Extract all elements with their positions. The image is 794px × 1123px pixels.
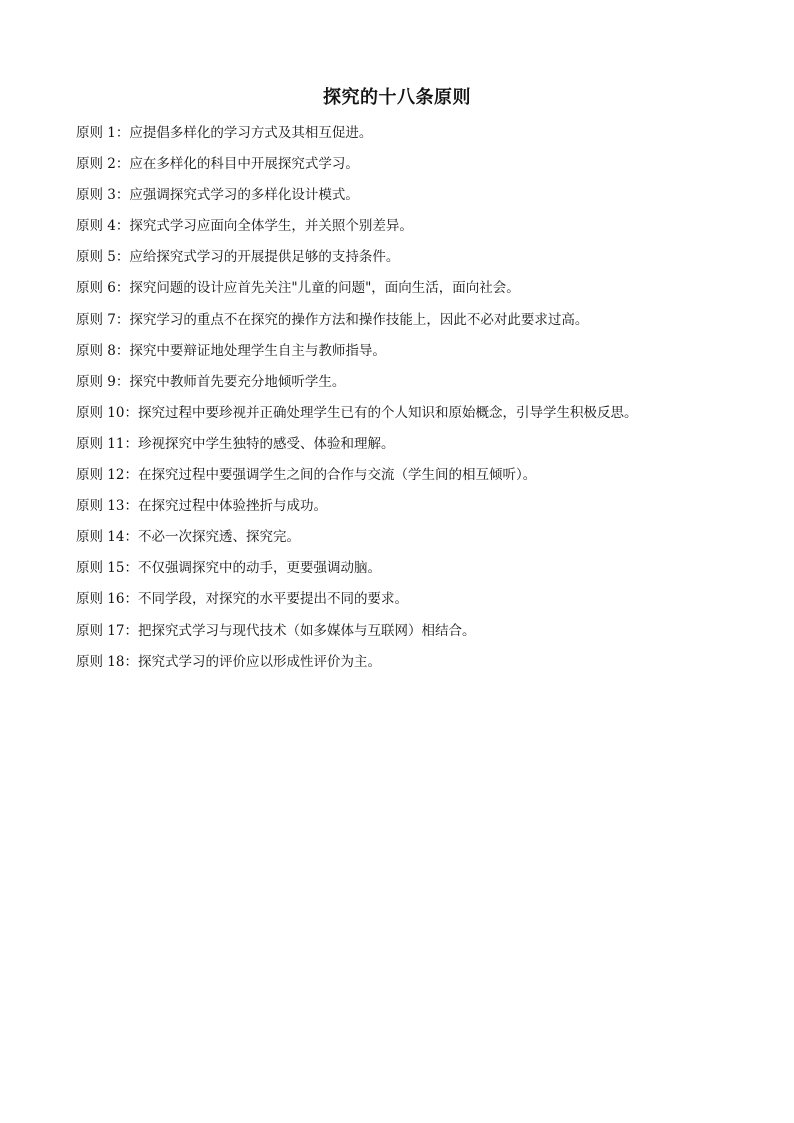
principle-text: 探究式学习的评价应以形成性评价为主。 — [137, 653, 381, 670]
principle-item-8 — [76, 340, 756, 371]
principle-label: 原则 10： — [76, 404, 138, 421]
principle-text: 探究中教师首先要充分地倾听学生。 — [129, 373, 346, 390]
principle-label: 原则 15： — [76, 560, 138, 577]
principle-label: 原则 9： — [76, 373, 130, 390]
principle-text: 探究学习的重点不在探究的操作方法和操作技能上，因此不必对此要求过高。 — [129, 311, 589, 328]
principle-label: 原则 8： — [76, 342, 130, 359]
principle-item-7 — [76, 309, 756, 340]
principle-item-18 — [76, 651, 756, 682]
principle-item-3 — [76, 184, 756, 215]
principle-text: 应强调探究式学习的多样化设计模式。 — [129, 187, 359, 204]
principle-label: 原则 16： — [76, 591, 138, 608]
principle-label: 原则 7： — [76, 311, 130, 328]
principle-item-16 — [76, 588, 756, 619]
principle-label: 原则 2： — [76, 156, 130, 173]
principle-text: 探究过程中要珍视并正确处理学生已有的个人知识和原始概念，引导学生积极反思。 — [137, 404, 638, 421]
principle-label: 原则 18： — [76, 653, 138, 670]
principle-label: 原则 5： — [76, 249, 130, 266]
principle-item-17 — [76, 620, 756, 651]
principle-text: 探究中要辩证地处理学生自主与教师指导。 — [129, 342, 386, 359]
principle-label: 原则 6： — [76, 280, 130, 297]
principle-text: 应给探究式学习的开展提供足够的支持条件。 — [129, 249, 400, 266]
principle-item-1 — [76, 122, 756, 153]
principle-text: 应在多样化的科目中开展探究式学习。 — [129, 156, 359, 173]
principle-label: 原则 11： — [76, 435, 138, 452]
principles-list — [76, 122, 756, 682]
principle-label: 原则 14： — [76, 529, 138, 546]
principle-label: 原则 3： — [76, 187, 130, 204]
principle-label: 原则 12： — [76, 467, 138, 484]
principle-item-13 — [76, 495, 756, 526]
principle-item-9 — [76, 371, 756, 402]
principle-text: 不必一次探究透、探究完。 — [137, 529, 300, 546]
principle-item-14 — [76, 526, 756, 557]
principle-label: 原则 4： — [76, 218, 130, 235]
principle-text: 不同学段，对探究的水平要提出不同的要求。 — [137, 591, 408, 608]
principle-text: 应提倡多样化的学习方式及其相互促进。 — [129, 125, 373, 141]
principle-text: 探究问题的设计应首先关注"儿童的问题"，面向生活，面向社会。 — [129, 280, 520, 297]
principle-item-6 — [76, 277, 756, 308]
principle-item-15 — [76, 557, 756, 588]
principle-text: 把探究式学习与现代技术（如多媒体与互联网）相结合。 — [137, 622, 476, 639]
principle-item-12 — [76, 464, 756, 495]
principle-text: 在探究过程中体验挫折与成功。 — [137, 498, 327, 515]
principle-label: 原则 13： — [76, 498, 138, 515]
principle-text: 珍视探究中学生独特的感受、体验和理解。 — [137, 435, 395, 452]
principle-item-4 — [76, 215, 756, 246]
principle-item-2 — [76, 153, 756, 184]
document-title: 探究的十八条原则 — [323, 87, 471, 108]
principle-label: 原则 1： — [76, 125, 130, 141]
principle-text: 在探究过程中要强调学生之间的合作与交流（学生间的相互倾听）。 — [137, 467, 537, 484]
principle-item-5 — [76, 246, 756, 277]
principle-text: 探究式学习应面向全体学生，并关照个别差异。 — [129, 218, 413, 235]
principle-item-10 — [76, 402, 756, 433]
principle-label: 原则 17： — [76, 622, 138, 639]
principle-text: 不仅强调探究中的动手，更要强调动脑。 — [137, 560, 381, 577]
principle-item-11 — [76, 433, 756, 464]
